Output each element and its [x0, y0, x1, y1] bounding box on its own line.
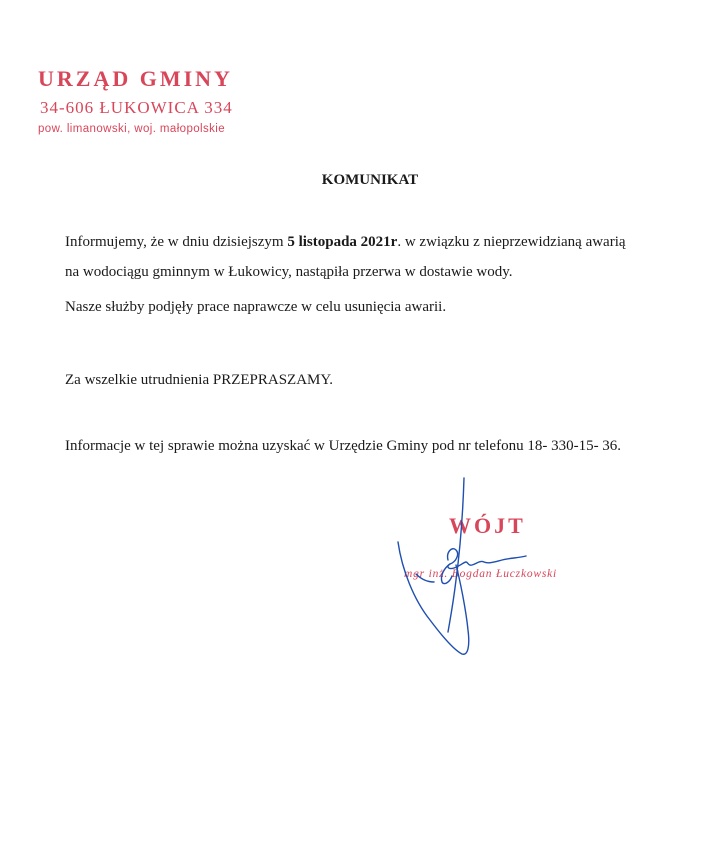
paragraph-1-line-2: na wodociągu gminnym w Łukowicy, nastąpiła przerwa w dostawie wody.	[65, 264, 513, 280]
office-stamp-title: URZĄD GMINY	[38, 66, 233, 91]
paragraph-1-line-1	[65, 234, 626, 251]
signature-stamp-name: mgr inż. Bogdan Łuczkowski	[404, 568, 558, 580]
office-stamp-district: pow. limanowski, woj. małopolskie	[38, 123, 226, 135]
signature-stamp-title: WÓJT	[449, 513, 526, 538]
paragraph-3: Za wszelkie utrudnienia PRZEPRASZAMY.	[65, 372, 334, 388]
handwritten-signature	[390, 470, 550, 670]
paragraph-1-date: 5 listopada 2021r	[287, 234, 398, 250]
paragraph-1-text-start: Informujemy, że w dniu dzisiejszym	[65, 234, 288, 250]
paragraph-1-text-end: . w związku z nieprzewidzianą awarią	[397, 234, 626, 250]
paragraph-2: Nasze służby podjęły prace naprawcze w celu usunięcia awarii.	[65, 299, 447, 315]
paragraph-4: Informacje w tej sprawie można uzyskać w Urzędzie Gminy pod nr telefonu 18- 330-15- 36.	[65, 438, 622, 454]
office-stamp-address: 34-606 ŁUKOWICA 334	[40, 98, 233, 117]
document-heading: KOMUNIKAT	[321, 172, 419, 188]
